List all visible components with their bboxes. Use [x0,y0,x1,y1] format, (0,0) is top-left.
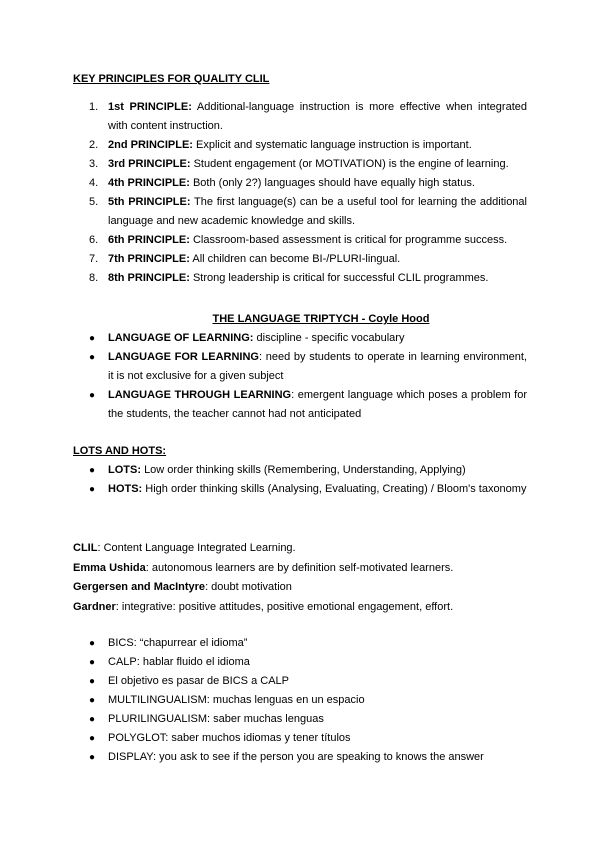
note-item: ● PLURILINGUALISM: saber muchas lenguas [73,710,527,729]
bullet-icon: ● [89,714,96,725]
principle-item: 3. 3rd PRINCIPLE: Student engagement (or MOTIVATION) is the engine of learning. [89,158,509,170]
note-item: ● POLYGLOT: saber muchos idiomas y tener títulos [73,729,527,748]
principle-item: 4. 4th PRINCIPLE: Both (only 2?) languages should have equally high status. [89,177,475,189]
principles-list [73,98,527,288]
bullet-icon: ● [89,695,96,706]
principle-item: 1. 1st PRINCIPLE: Additional-language instruction is more effective when integrated with content instruction. [89,101,527,132]
principle-item: 5. 5th PRINCIPLE: The first language(s) can be a useful tool for learning the additional language and new academic knowledge and skills. [89,196,527,227]
bullet-icon: ● [89,657,96,668]
principle-item: 8. 8th PRINCIPLE: Strong leadership is critical for successful CLIL programmes. [89,272,489,284]
triptych-item: ● LANGUAGE THROUGH LEARNING: emergent language which poses a problem for the students, the teacher cannot had not anticipated [73,386,527,424]
definition-line: Gergersen and MacIntyre: doubt motivation [73,581,292,593]
bullet-icon: ● [89,465,96,476]
triptych-heading: THE LANGUAGE TRIPTYCH - Coyle Hood [212,313,430,325]
definition-line: Gardner: integrative: positive attitudes, positive emotional engagement, effort. [73,600,454,613]
note-item: ● BICS: “chapurrear el idioma” [73,634,527,653]
notes-list [73,634,527,767]
bullet-icon: ● [89,752,96,763]
definition-line: Emma Ushida: autonomous learners are by definition self-motivated learners. [73,561,454,574]
lots-hots-heading: LOTS AND HOTS: [73,445,167,457]
triptych-list [73,329,527,424]
bullet-icon: ● [89,484,96,495]
definitions-block [73,539,533,617]
principle-item: 2. 2nd PRINCIPLE: Explicit and systematic language instruction is important. [89,139,472,151]
bullet-icon: ● [89,333,96,344]
bullet-icon: ● [89,638,96,649]
note-item: ● CALP: hablar fluido el idioma [73,653,527,672]
principles-heading: KEY PRINCIPLES FOR QUALITY CLIL [73,73,270,85]
definition-line: CLIL: Content Language Integrated Learning. [73,542,296,554]
bullet-icon: ● [89,676,96,687]
triptych-item: ● LANGUAGE FOR LEARNING: need by students to operate in learning environment, it is not exclusive for a given subject [73,348,527,386]
triptych-item: ● LANGUAGE OF LEARNING: discipline - specific vocabulary [73,329,527,348]
note-item: ● DISPLAY: you ask to see if the person you are speaking to knows the answer [73,748,527,767]
principle-item: 7. 7th PRINCIPLE: All children can become BI-/PLURI-lingual. [89,253,401,265]
lots-hots-item: ● LOTS: Low order thinking skills (Remembering, Understanding, Applying) [73,461,527,480]
bullet-icon: ● [89,733,96,744]
bullet-icon: ● [89,352,96,363]
lots-hots-list [73,461,527,499]
lots-hots-item: ● HOTS: High order thinking skills (Analysing, Evaluating, Creating) / Bloom's taxonomy [73,480,527,499]
principle-item: 6. 6th PRINCIPLE: Classroom-based assessment is critical for programme success. [89,234,508,246]
bullet-icon: ● [89,390,96,401]
note-item: ● El objetivo es pasar de BICS a CALP [73,672,527,691]
note-item: ● MULTILINGUALISM: muchas lenguas en un espacio [73,691,527,710]
